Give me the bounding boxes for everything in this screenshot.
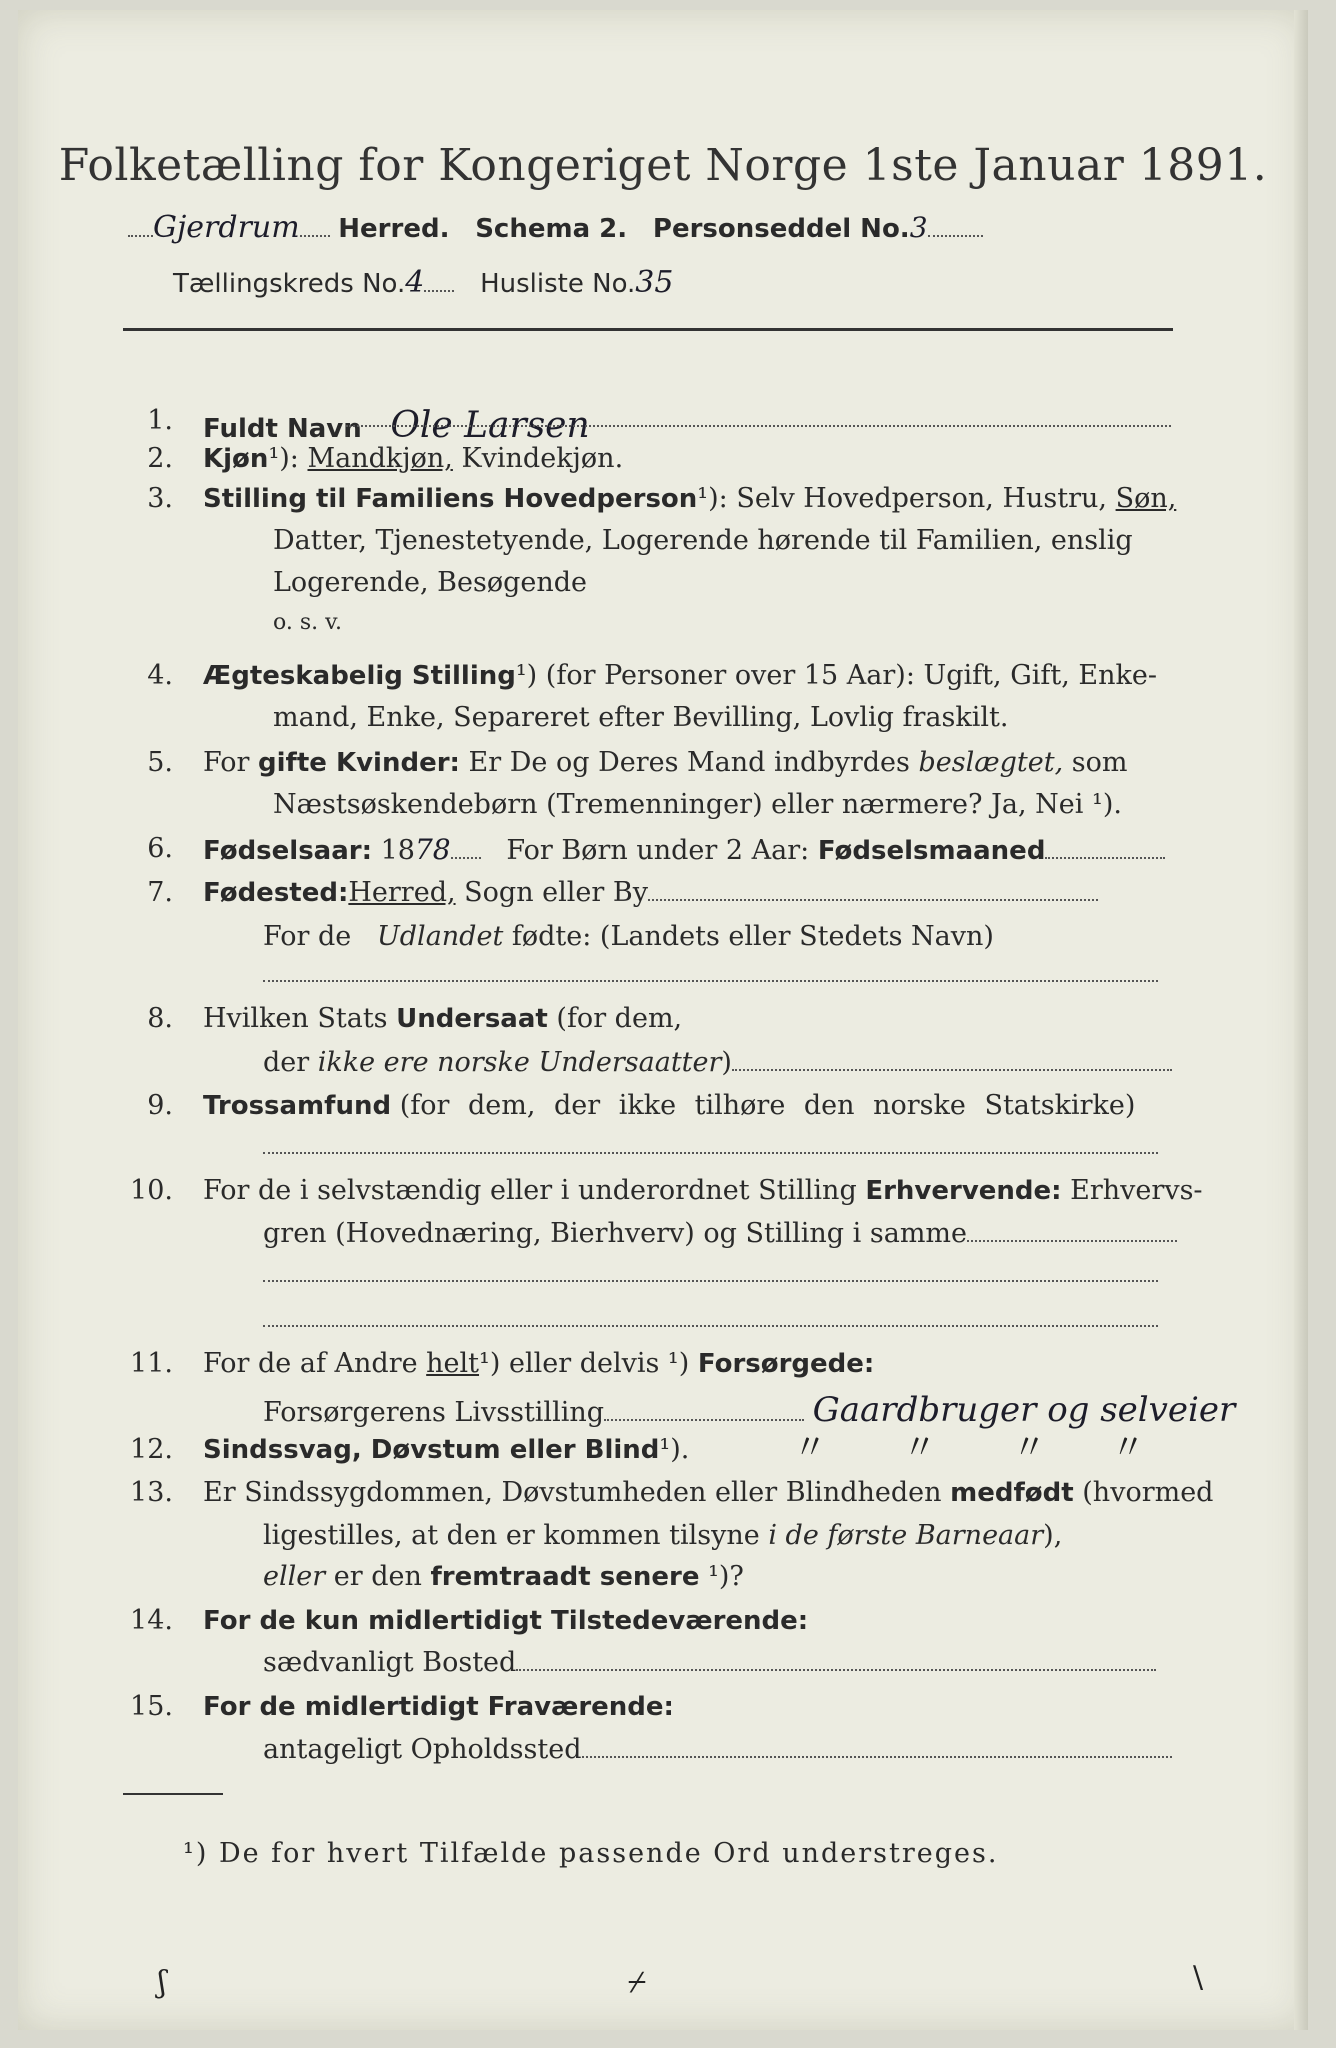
q12-row: Sindssvag, Døvstum eller Blind¹). [203,1434,690,1465]
personseddel-label: Personseddel No. [652,214,910,244]
q15-row-1: For de midlertidigt Fraværende: [203,1692,674,1722]
q1-dotline [346,425,1171,427]
q5-row-1: For gifte Kvinder: Er De og Deres Mand indbyrdes beslægtet, som [203,747,1128,778]
q11-value: Gaardbruger og selveier [812,1390,1236,1430]
q1-label: Fuldt Navn [203,414,362,444]
husliste-value: 35 [635,265,674,300]
schema-label: Schema 2. [475,214,628,244]
q7-number: 7. [147,877,173,908]
herred-value: Gjerdrum [153,210,300,245]
q6-number: 6. [147,833,173,864]
q14-row-1: For de kun midlertidigt Tilstedeværende: [203,1606,809,1636]
q3-row-3: Logerende, Besøgende [273,567,587,598]
q2-number: 2. [147,443,173,474]
q10-dotline-1 [263,1280,1158,1282]
q13-row-3: eller er den fremtraadt senere ¹)? [263,1561,744,1592]
q3-row-2: Datter, Tjenestetyende, Logerende hørende til Familien, enslig [273,525,1133,556]
footnote-rule [123,1793,223,1795]
q5-number: 5. [147,747,173,778]
q11-row-1: For de af Andre helt¹) eller delvis ¹) Forsørgede: [203,1348,875,1379]
q2-row: Kjøn¹): Mandkjøn, Kvindekjøn. [203,443,624,474]
q14-number: 14. [130,1605,173,1636]
q10-row-1: For de i selvstændig eller i underordnet Stilling Erhvervende: Erhvervs- [203,1175,1203,1206]
q3-number: 3. [147,483,173,514]
page-edge [1294,10,1308,2030]
q1-number: 1. [147,405,173,436]
q6-value: 78 [414,833,451,866]
q2-selected: Mandkjøn, [307,443,453,474]
q11-selected: helt [426,1348,480,1379]
ditto-mark: 〃 〃 〃 〃 [793,1428,1146,1468]
q3-row-1: Stilling til Familiens Hovedperson¹): Selv Hovedperson, Hustru, Søn, [203,483,1177,514]
q4-row-1: Ægteskabelig Stilling¹) (for Personer over 15 Aar): Ugift, Gift, Enke- [203,660,1157,691]
q1-value: Ole Larsen [390,405,590,446]
q9-number: 9. [147,1090,173,1121]
q7-row-2: For de Udlandet fødte: (Landets eller Stedets Navn) [263,921,994,952]
q9-row: Trossamfund (for dem, der ikke tilhøre den norske Statskirke) [203,1090,1136,1121]
herred-label: Herred. [338,214,450,244]
q12-number: 12. [130,1434,173,1465]
q4-number: 4. [147,660,173,691]
q4-row-2: mand, Enke, Separeret efter Bevilling, Lovlig fraskilt. [273,702,1009,733]
q8-row-1: Hvilken Stats Undersaat (for dem, [203,1003,683,1034]
q6-row: Fødselsaar: 1878 For Børn under 2 Aar: Fødselsmaaned [203,833,1165,866]
q13-row-1: Er Sindssygdommen, Døvstumheden eller Blindheden medfødt (hvormed [203,1477,1214,1508]
footnote: ¹) De for hvert Tilfælde passende Ord understreges. [183,1838,999,1869]
personseddel-value: 3 [909,211,928,244]
header-divider [123,328,1173,331]
q7-selected: Herred, [348,877,456,908]
header-row-kreds [173,265,673,300]
q7-dotline [263,980,1158,982]
q11-row-2: Forsørgerens Livsstilling Gaardbruger og selveier [263,1390,1236,1430]
q15-number: 15. [130,1691,173,1722]
corner-mark-left: ʃ [158,1965,167,2000]
q15-row-2: antageligt Opholdssted [263,1734,1172,1765]
corner-mark-right: \ [1193,1960,1204,1995]
census-form-page [18,10,1308,2030]
q7-row-1: Fødested:Herred, Sogn eller By [203,877,1098,908]
kreds-label: Tællingskreds No. [173,269,406,299]
header-row-herred [128,210,983,245]
q10-number: 10. [130,1175,173,1206]
corner-mark-center: ⌿ [628,1965,646,2000]
form-title: Folketælling for Kongeriget Norge 1ste Januar 1891. [58,140,1268,191]
kreds-value: 4 [405,265,425,300]
q8-row-2: der ikke ere norske Undersaatter) [263,1047,1172,1078]
q13-row-2: ligestilles, at den er kommen tilsyne i de første Barneaar), [263,1520,1063,1551]
q5-row-2: Næstsøskendebørn (Tremenninger) eller nærmere? Ja, Nei ¹). [273,789,1122,820]
q10-row-2: gren (Hovednæring, Bierhverv) og Stilling i samme [263,1218,1177,1249]
q3-selected: Søn, [1115,483,1177,514]
q14-row-2: sædvanligt Bosted [263,1647,1156,1678]
q13-number: 13. [130,1477,173,1508]
q8-number: 8. [147,1003,173,1034]
q11-number: 11. [130,1348,173,1379]
q9-dotline [263,1152,1158,1154]
husliste-label: Husliste No. [480,269,636,299]
q3-row-4: o. s. v. [273,610,342,635]
q10-dotline-2 [263,1325,1158,1327]
